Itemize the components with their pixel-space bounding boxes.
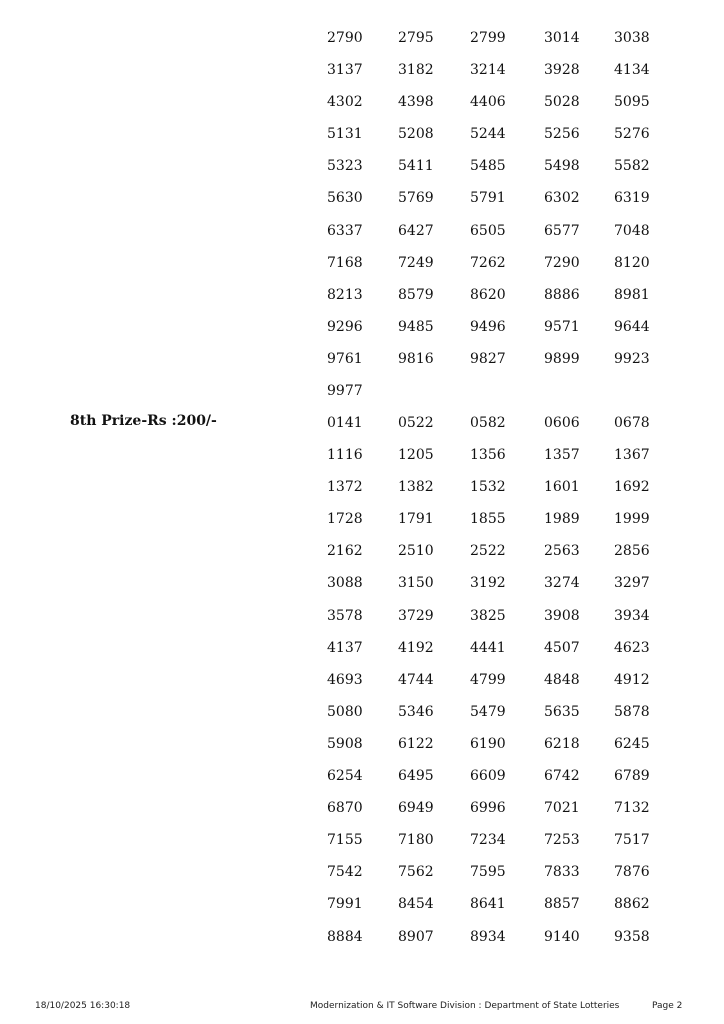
ticket-number: 4441 xyxy=(470,639,506,656)
number-row xyxy=(0,350,724,382)
ticket-number: 7595 xyxy=(470,864,506,881)
ticket-number: 5769 xyxy=(398,190,434,207)
ticket-number: 4398 xyxy=(398,94,434,111)
ticket-number: 1205 xyxy=(398,447,434,464)
number-row xyxy=(0,93,724,125)
ticket-number: 6495 xyxy=(398,768,434,785)
ticket-number: 3297 xyxy=(614,575,650,592)
ticket-number: 3825 xyxy=(470,607,506,624)
ticket-number: 8213 xyxy=(327,286,363,303)
ticket-number: 3578 xyxy=(327,607,363,624)
ticket-number: 4137 xyxy=(327,639,363,656)
ticket-number: 0141 xyxy=(327,415,363,431)
previous-prize-numbers xyxy=(0,29,724,414)
ticket-number: 5630 xyxy=(327,190,363,207)
ticket-number: 5485 xyxy=(470,158,506,175)
ticket-number: 1356 xyxy=(470,447,506,464)
number-row xyxy=(0,157,724,189)
ticket-number: 5276 xyxy=(614,126,650,143)
ticket-number: 5411 xyxy=(398,158,434,175)
number-row xyxy=(0,318,724,350)
ticket-number: 2563 xyxy=(544,543,580,560)
ticket-number: 7262 xyxy=(470,254,506,271)
number-row xyxy=(0,703,724,735)
number-row xyxy=(0,189,724,221)
ticket-number: 8620 xyxy=(470,286,506,303)
ticket-number: 1999 xyxy=(614,511,650,528)
ticket-number: 5095 xyxy=(614,94,650,111)
ticket-number: 7048 xyxy=(614,222,650,239)
number-row xyxy=(0,446,724,478)
ticket-number: 6319 xyxy=(614,190,650,207)
ticket-number: 7021 xyxy=(544,800,580,817)
ticket-number: 9296 xyxy=(327,318,363,335)
ticket-number: 4406 xyxy=(470,94,506,111)
ticket-number: 6609 xyxy=(470,768,506,785)
ticket-number: 0606 xyxy=(544,415,580,431)
ticket-number: 7290 xyxy=(544,254,580,271)
ticket-number: 3038 xyxy=(614,30,650,46)
ticket-number: 8641 xyxy=(470,896,506,913)
ticket-number: 5131 xyxy=(327,126,363,143)
ticket-number: 4507 xyxy=(544,639,580,656)
ticket-number: 5878 xyxy=(614,703,650,720)
ticket-number: 6577 xyxy=(544,222,580,239)
ticket-number: 7833 xyxy=(544,864,580,881)
ticket-number: 6427 xyxy=(398,222,434,239)
ticket-number: 5791 xyxy=(470,190,506,207)
ticket-number: 5244 xyxy=(470,126,506,143)
ticket-number: 6789 xyxy=(614,768,650,785)
ticket-number: 4623 xyxy=(614,639,650,656)
number-row xyxy=(0,478,724,510)
ticket-number: 3192 xyxy=(470,575,506,592)
footer-timestamp: 18/10/2025 16:30:18 xyxy=(35,1001,131,1011)
number-row xyxy=(0,799,724,831)
ticket-number: 7132 xyxy=(614,800,650,817)
ticket-number: 5323 xyxy=(327,158,363,175)
eighth-prize-numbers xyxy=(0,414,724,960)
ticket-number: 6870 xyxy=(327,800,363,817)
ticket-number: 3908 xyxy=(544,607,580,624)
ticket-number: 6245 xyxy=(614,735,650,752)
ticket-number: 6218 xyxy=(544,735,580,752)
ticket-number: 5635 xyxy=(544,703,580,720)
ticket-number: 2856 xyxy=(614,543,650,560)
ticket-number: 9485 xyxy=(398,318,434,335)
ticket-number: 6996 xyxy=(470,800,506,817)
ticket-number: 3928 xyxy=(544,62,580,79)
ticket-number: 1532 xyxy=(470,479,506,496)
ticket-number: 7168 xyxy=(327,254,363,271)
number-row xyxy=(0,254,724,286)
ticket-number: 1382 xyxy=(398,479,434,496)
ticket-number: 1989 xyxy=(544,511,580,528)
number-row xyxy=(0,414,724,446)
ticket-number: 4799 xyxy=(470,671,506,688)
ticket-number: 8579 xyxy=(398,286,434,303)
ticket-number: 3137 xyxy=(327,62,363,79)
footer-division: Modernization & IT Software Division : Department of State Lotteries xyxy=(310,1001,620,1011)
number-row xyxy=(0,510,724,542)
number-row xyxy=(0,928,724,960)
ticket-number: 4912 xyxy=(614,671,650,688)
ticket-number: 9827 xyxy=(470,350,506,367)
ticket-number: 9358 xyxy=(614,928,650,945)
ticket-number: 6254 xyxy=(327,768,363,785)
ticket-number: 1372 xyxy=(327,479,363,496)
ticket-number: 4134 xyxy=(614,62,650,79)
ticket-number: 2510 xyxy=(398,543,434,560)
ticket-number: 8857 xyxy=(544,896,580,913)
ticket-number: 1116 xyxy=(327,447,363,464)
ticket-number: 2162 xyxy=(327,543,363,560)
ticket-number: 4744 xyxy=(398,671,434,688)
ticket-number: 4693 xyxy=(327,671,363,688)
ticket-number: 9644 xyxy=(614,318,650,335)
ticket-number: 9496 xyxy=(470,318,506,335)
ticket-number: 5080 xyxy=(327,703,363,720)
ticket-number: 7249 xyxy=(398,254,434,271)
ticket-number: 1728 xyxy=(327,511,363,528)
ticket-number: 4302 xyxy=(327,94,363,111)
ticket-number: 2795 xyxy=(398,30,434,46)
ticket-number: 6122 xyxy=(398,735,434,752)
ticket-number: 5908 xyxy=(327,735,363,752)
ticket-number: 1367 xyxy=(614,447,650,464)
ticket-number: 5208 xyxy=(398,126,434,143)
ticket-number: 3274 xyxy=(544,575,580,592)
ticket-number: 3729 xyxy=(398,607,434,624)
ticket-number: 0678 xyxy=(614,415,650,431)
ticket-number: 1855 xyxy=(470,511,506,528)
ticket-number: 3150 xyxy=(398,575,434,592)
ticket-number: 4192 xyxy=(398,639,434,656)
ticket-number: 5582 xyxy=(614,158,650,175)
ticket-number: 9140 xyxy=(544,928,580,945)
ticket-number: 7253 xyxy=(544,832,580,849)
ticket-number: 7991 xyxy=(327,896,363,913)
ticket-number: 8886 xyxy=(544,286,580,303)
ticket-number: 7876 xyxy=(614,864,650,881)
ticket-number: 5346 xyxy=(398,703,434,720)
number-row xyxy=(0,222,724,254)
ticket-number: 1357 xyxy=(544,447,580,464)
ticket-number: 7234 xyxy=(470,832,506,849)
number-row xyxy=(0,831,724,863)
number-row xyxy=(0,767,724,799)
number-row xyxy=(0,735,724,767)
ticket-number: 2799 xyxy=(470,30,506,46)
ticket-number: 0582 xyxy=(470,415,506,431)
ticket-number: 5028 xyxy=(544,94,580,111)
ticket-number: 2790 xyxy=(327,30,363,46)
ticket-number: 1601 xyxy=(544,479,580,496)
ticket-number: 8907 xyxy=(398,928,434,945)
ticket-number: 3934 xyxy=(614,607,650,624)
number-row xyxy=(0,639,724,671)
ticket-number: 6742 xyxy=(544,768,580,785)
ticket-number: 8454 xyxy=(398,896,434,913)
ticket-number: 7562 xyxy=(398,864,434,881)
ticket-number: 9977 xyxy=(327,383,363,400)
ticket-number: 8884 xyxy=(327,928,363,945)
ticket-number: 4848 xyxy=(544,671,580,688)
ticket-number: 9761 xyxy=(327,350,363,367)
ticket-number: 9899 xyxy=(544,350,580,367)
ticket-number: 6949 xyxy=(398,800,434,817)
ticket-number: 8862 xyxy=(614,896,650,913)
number-row xyxy=(0,382,724,414)
ticket-number: 3088 xyxy=(327,575,363,592)
number-row xyxy=(0,574,724,606)
ticket-number: 3014 xyxy=(544,30,580,46)
ticket-number: 3214 xyxy=(470,62,506,79)
ticket-number: 9571 xyxy=(544,318,580,335)
ticket-number: 9923 xyxy=(614,350,650,367)
ticket-number: 3182 xyxy=(398,62,434,79)
ticket-number: 7180 xyxy=(398,832,434,849)
ticket-number: 2522 xyxy=(470,543,506,560)
number-row xyxy=(0,671,724,703)
number-row xyxy=(0,29,724,61)
ticket-number: 5256 xyxy=(544,126,580,143)
ticket-number: 8120 xyxy=(614,254,650,271)
number-row xyxy=(0,895,724,927)
ticket-number: 6190 xyxy=(470,735,506,752)
ticket-number: 6505 xyxy=(470,222,506,239)
number-row xyxy=(0,542,724,574)
ticket-number: 6337 xyxy=(327,222,363,239)
number-row xyxy=(0,863,724,895)
footer-page-number: Page 2 xyxy=(652,1001,683,1011)
number-row xyxy=(0,61,724,93)
ticket-number: 1692 xyxy=(614,479,650,496)
ticket-number: 9816 xyxy=(398,350,434,367)
number-row xyxy=(0,607,724,639)
ticket-number: 7542 xyxy=(327,864,363,881)
ticket-number: 8934 xyxy=(470,928,506,945)
number-row xyxy=(0,286,724,318)
ticket-number: 0522 xyxy=(398,415,434,431)
number-row xyxy=(0,125,724,157)
ticket-number: 5479 xyxy=(470,703,506,720)
ticket-number: 1791 xyxy=(398,511,434,528)
ticket-number: 8981 xyxy=(614,286,650,303)
ticket-number: 6302 xyxy=(544,190,580,207)
ticket-number: 5498 xyxy=(544,158,580,175)
eighth-prize-label: 8th Prize-Rs :200/- xyxy=(70,413,217,429)
ticket-number: 7517 xyxy=(614,832,650,849)
ticket-number: 7155 xyxy=(327,832,363,849)
